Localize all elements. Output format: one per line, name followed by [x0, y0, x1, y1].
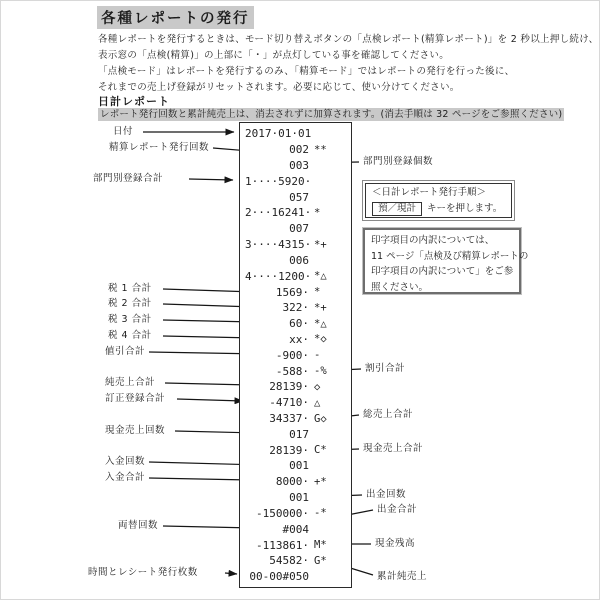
receipt-value: -4710·	[269, 396, 309, 410]
receipt-symbol: *+	[314, 301, 327, 314]
receipt-symbol: △	[314, 396, 321, 409]
receipt-row	[240, 268, 351, 284]
receipt-symbol: M*	[314, 539, 327, 552]
pointer-arrow	[149, 478, 250, 480]
left-label: 両替回数	[118, 520, 159, 531]
left-label: 部門別登録合計	[93, 173, 164, 184]
receipt-value: -588·	[275, 364, 309, 378]
receipt-symbol: +*	[314, 475, 327, 488]
intro-line: それまでの売上げ登録がリセットされます。必要に応じて、使い分けてください。	[98, 82, 460, 93]
receipt-row	[240, 553, 351, 569]
receipt-value: 007	[289, 222, 309, 236]
receipt-value: 28139·	[269, 443, 309, 457]
receipt-value: #004	[282, 522, 309, 536]
right-label: 現金残高	[375, 538, 416, 549]
receipt-row	[240, 426, 351, 442]
receipt-row	[240, 521, 351, 537]
receipt-value: 54582·	[269, 554, 309, 568]
receipt-row	[240, 253, 351, 269]
receipt-row	[240, 126, 351, 142]
receipt-symbol: G*	[314, 554, 327, 567]
right-label: 現金売上合計	[363, 443, 424, 454]
receipt-row	[240, 221, 351, 237]
reference-line: 照ください。	[371, 281, 429, 293]
key-button-label: 預／現計	[372, 202, 422, 216]
left-label: 税 1 合計	[108, 283, 152, 294]
left-label: 値引合計	[105, 346, 146, 357]
receipt-symbol: *	[314, 286, 321, 299]
receipt-row	[240, 442, 351, 458]
receipt-rows	[240, 126, 351, 585]
receipt-value: 34337·	[269, 412, 309, 426]
reference-box	[363, 228, 529, 294]
left-label: 入金合計	[105, 472, 146, 483]
receipt-value: 3····4315·	[245, 238, 312, 252]
receipt-value: 60·	[289, 317, 309, 331]
receipt-symbol: *	[314, 206, 321, 219]
receipt-row	[240, 237, 351, 253]
pointer-arrow	[225, 573, 237, 574]
receipt-value: 28139·	[269, 380, 309, 394]
receipt-value: 2···16241·	[245, 206, 312, 220]
receipt-row	[240, 347, 351, 363]
reference-line: 印字項目の内訳については、	[371, 235, 495, 246]
left-label: 現金売上回数	[105, 425, 166, 436]
left-label: 税 2 合計	[108, 298, 152, 309]
receipt-row	[240, 173, 351, 189]
receipt-row	[240, 189, 351, 205]
receipt-value: 1569·	[275, 285, 309, 299]
receipt-row	[240, 363, 351, 379]
procedure-box-title: ＜日計レポート発行手順＞	[372, 187, 487, 198]
receipt-row	[240, 332, 351, 348]
receipt-symbol: *+	[314, 238, 327, 251]
receipt-row	[240, 458, 351, 474]
receipt-value: xx·	[289, 332, 309, 346]
right-label: 割引合計	[365, 363, 406, 374]
receipt-row	[240, 474, 351, 490]
receipt-row	[240, 205, 351, 221]
receipt-row	[240, 411, 351, 427]
receipt-value: 006	[289, 253, 309, 267]
receipt-value: 017	[289, 427, 309, 441]
left-label: 日付	[113, 126, 134, 137]
receipt-symbol: C*	[314, 444, 327, 457]
receipt-value: 003	[289, 159, 309, 173]
right-label: 出金回数	[366, 489, 407, 500]
intro-paragraph	[98, 32, 599, 96]
receipt-symbol: -%	[314, 365, 327, 378]
receipt-row	[240, 300, 351, 316]
right-label: 総売上合計	[363, 409, 414, 420]
intro-line: 「点検モード」はレポートを発行するのみ、「精算モード」ではレポートの発行を行った後に、	[98, 66, 515, 77]
receipt-value: 322·	[282, 301, 309, 315]
reference-line: 印字項目の内訳について」をご参	[371, 266, 514, 277]
receipt-row	[240, 395, 351, 411]
left-label: 時間とレシート発行枚数	[88, 567, 198, 578]
receipt-symbol: ◇	[314, 380, 321, 393]
receipt-row	[240, 142, 351, 158]
receipt-row	[240, 490, 351, 506]
procedure-instruction: キーを押します。	[427, 203, 503, 214]
receipt-symbol: *◇	[314, 333, 327, 346]
section-heading: 日計レポート	[98, 93, 170, 111]
left-label: 精算レポート発行回数	[109, 142, 210, 153]
left-label: 税 3 合計	[108, 314, 152, 325]
receipt-symbol: *△	[314, 270, 327, 283]
receipt-symbol: *△	[314, 317, 327, 330]
receipt-symbol: **	[314, 143, 327, 156]
receipt-row	[240, 316, 351, 332]
receipt-value: 1····5920·	[245, 174, 312, 188]
highlighted-note: レポート発行回数と累計純売上は、消去されずに加算されます。(消去手順は 32 ページをご参照ください)	[100, 109, 563, 120]
receipt-row	[240, 569, 351, 585]
receipt-value: -900·	[275, 348, 309, 362]
right-label: 出金合計	[377, 504, 418, 515]
pointer-arrow	[177, 399, 243, 401]
pointer-arrow	[189, 179, 233, 180]
receipt-row	[240, 506, 351, 522]
receipt-value: 002	[289, 143, 309, 157]
receipt-value: 001	[289, 491, 309, 505]
right-label: 部門別登録個数	[363, 156, 434, 167]
right-label: 累計純売上	[377, 571, 428, 582]
reference-line: 11 ページ「点検及び精算レポートの	[371, 250, 529, 262]
receipt-symbol: -	[314, 349, 321, 362]
receipt-value: 2017·01·01	[245, 127, 312, 141]
receipt-value: 057	[289, 190, 309, 204]
receipt-printout	[239, 122, 352, 588]
left-label: 純売上合計	[105, 377, 156, 388]
left-label: 入金回数	[105, 456, 146, 467]
receipt-row	[240, 379, 351, 395]
receipt-symbol: -*	[314, 507, 327, 520]
receipt-row	[240, 158, 351, 174]
page-title: 各種レポートの発行	[97, 6, 254, 29]
receipt-value: -113861·	[256, 538, 309, 552]
receipt-row	[240, 284, 351, 300]
receipt-value: 00-00#050	[249, 570, 309, 584]
left-label: 税 4 合計	[108, 330, 152, 341]
receipt-symbol: G◇	[314, 412, 327, 425]
receipt-value: 8000·	[275, 475, 309, 489]
procedure-box-line	[372, 201, 505, 217]
receipt-value: 001	[289, 459, 309, 473]
receipt-value: 4····1200·	[245, 269, 312, 283]
intro-line: 各種レポートを発行するときは、モード切り替えボタンの「点検レポート(精算レポート)」を 2 秒以上押し続け、	[98, 34, 599, 45]
receipt-row	[240, 537, 351, 553]
receipt-value: -150000·	[256, 506, 309, 520]
procedure-box	[365, 183, 512, 218]
left-label: 訂正登録合計	[105, 393, 166, 404]
intro-line: 表示窓の「点検(精算)」の上部に「・」が点灯している事を確認してください。	[98, 50, 450, 61]
